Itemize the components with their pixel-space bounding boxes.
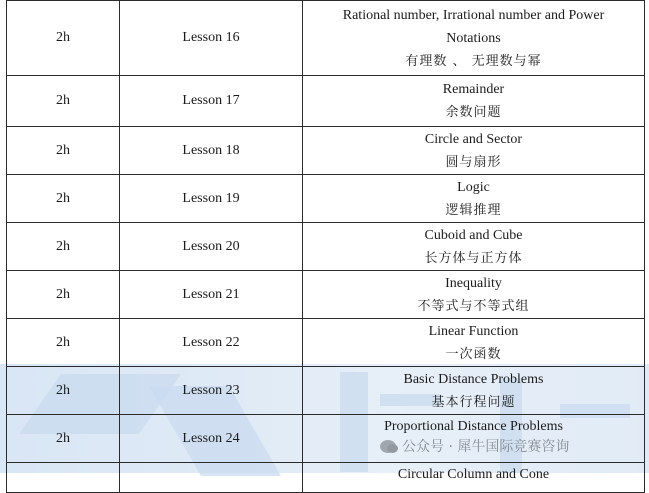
duration-cell	[7, 463, 120, 493]
watermark-text: 公众号 · 犀牛国际竞赛咨询	[402, 439, 570, 455]
topic-chinese: 圆与扇形	[445, 154, 502, 170]
topic-chinese: 逻辑推理	[445, 202, 502, 218]
table-row	[7, 223, 645, 271]
duration-cell: 2h	[7, 1, 120, 76]
duration-cell: 2h	[7, 127, 120, 175]
topic-chinese: 有理数 、 无理数与幂	[405, 53, 542, 69]
duration-cell: 2h	[7, 223, 120, 271]
duration-cell: 2h	[7, 271, 120, 319]
topic-cell	[303, 223, 645, 271]
topic-cell	[303, 367, 645, 415]
topic-cell	[303, 271, 645, 319]
topic-chinese: 余数问题	[445, 105, 502, 120]
topic-cell	[303, 175, 645, 223]
table-row	[7, 463, 645, 493]
lesson-cell: Lesson 22	[120, 319, 303, 367]
lesson-cell: Lesson 18	[120, 127, 303, 175]
topic-cell	[303, 1, 645, 76]
topic-english: Basic Distance Problems	[403, 371, 544, 387]
duration-cell: 2h	[7, 367, 120, 415]
lesson-cell: Lesson 17	[120, 76, 303, 127]
topic-english: Logic	[457, 179, 490, 195]
syllabus-table	[6, 0, 645, 493]
table-row	[7, 127, 645, 175]
lesson-cell: Lesson 21	[120, 271, 303, 319]
duration-cell: 2h	[7, 76, 120, 127]
lesson-cell: Lesson 16	[120, 1, 303, 76]
table-row	[7, 1, 645, 76]
duration-cell: 2h	[7, 415, 120, 463]
duration-cell: 2h	[7, 175, 120, 223]
table-row	[7, 271, 645, 319]
watermark	[380, 436, 569, 456]
topic-english: Linear Function	[428, 323, 519, 339]
topic-english: Rational number, Irrational number and Power Notations	[342, 7, 605, 46]
lesson-cell: Lesson 20	[120, 223, 303, 271]
lesson-cell: Lesson 23	[120, 367, 303, 415]
lesson-cell: Lesson 19	[120, 175, 303, 223]
topic-cell	[303, 76, 645, 127]
topic-cell	[303, 127, 645, 175]
topic-english: Circular Column and Cone	[397, 467, 550, 482]
topic-cell	[303, 463, 645, 493]
topic-chinese: 基本行程问题	[431, 394, 516, 410]
table-row	[7, 175, 645, 223]
lesson-cell	[120, 463, 303, 493]
topic-english: Remainder	[442, 82, 505, 97]
table-row	[7, 367, 645, 415]
table-row	[7, 319, 645, 367]
lesson-cell: Lesson 24	[120, 415, 303, 463]
wechat-icon	[380, 440, 396, 453]
topic-english: Circle and Sector	[424, 131, 523, 147]
topic-english: Cuboid and Cube	[424, 227, 523, 243]
duration-cell: 2h	[7, 319, 120, 367]
topic-chinese: 一次函数	[445, 346, 502, 362]
topic-english: Proportional Distance Problems	[384, 419, 563, 434]
topic-chinese: 不等式与不等式组	[417, 298, 530, 314]
table-row	[7, 76, 645, 127]
topic-english: Inequality	[445, 275, 502, 291]
topic-chinese: 长方体与正方体	[424, 250, 523, 266]
topic-cell	[303, 319, 645, 367]
